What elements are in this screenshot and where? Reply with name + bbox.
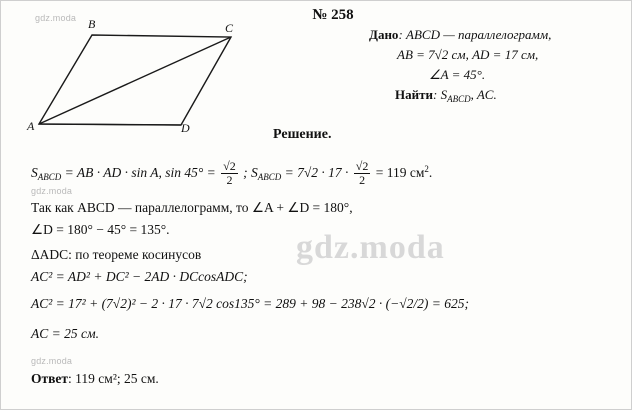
find-subscript: ABCD: [447, 94, 471, 104]
figure-label-b: B: [88, 17, 96, 31]
given-line-2: AB = 7√2 см, AD = 17 см,: [397, 47, 539, 62]
s1-part-e: = 119 см: [372, 165, 425, 181]
s1-part-d: = 7√2 · 17 ·: [281, 165, 352, 181]
figure-label-d: D: [181, 121, 190, 135]
watermark-small-mid-left: gdz.moda: [31, 186, 73, 196]
solution-title: Решение.: [273, 127, 332, 142]
watermark-large: gdz.moda: [296, 229, 445, 266]
find-tail: , AC.: [470, 87, 497, 102]
s1-part-c: ; S: [239, 165, 258, 181]
answer-line: [31, 371, 159, 387]
solution-line-5: AC² = AD² + DC² − 2AD · DCcosADC;: [31, 269, 248, 284]
solution-line-1: [31, 161, 432, 187]
solution-line-3: ∠D = 180° − 45° = 135°.: [31, 222, 170, 237]
given-label: Дано: [369, 27, 399, 42]
s1-part-f: .: [428, 165, 433, 181]
solution-line-7: AC = 25 см.: [31, 326, 99, 341]
s1-sub-a: ABCD: [37, 172, 62, 183]
s1-sub-c: ABCD: [257, 172, 282, 183]
watermark-small-top-left: gdz.moda: [35, 13, 77, 23]
answer-text: : 119 см²; 25 см.: [68, 371, 159, 386]
s1-frac1-num: √2: [223, 159, 236, 173]
diagonal-ac: [39, 37, 231, 124]
s1-frac2-num: √2: [355, 159, 369, 173]
given-line-3: ∠A = 45°.: [429, 67, 486, 82]
geometry-figure: [9, 19, 264, 139]
s1-part-b: = AB · AD · sin A, sin 45° =: [61, 165, 220, 181]
task-number: № 258: [312, 7, 354, 23]
fraction-sqrt2-over-2-first: [221, 160, 238, 186]
s1-frac2-den: 2: [359, 172, 366, 187]
parallelogram-svg: [9, 19, 264, 139]
fraction-sqrt2-over-2-second: [354, 160, 371, 186]
solution-line-2: Так как ABCD — параллелограмм, то ∠A + ∠D = 180°,: [31, 200, 353, 215]
figure-label-a: A: [27, 119, 35, 133]
given-line-1: [369, 25, 629, 45]
given-line-1-text: : ABCD — параллелограмм,: [398, 27, 552, 42]
find-label: Найти: [395, 87, 433, 102]
answer-label: Ответ: [31, 371, 69, 386]
given-block: [369, 25, 629, 109]
solution-line-6: AC² = 17² + (7√2)² − 2 · 17 · 7√2 cos135° = 289 + 98 − 238√2 · (−√2/2) = 625;: [31, 296, 470, 311]
watermark-small-bottom-left: gdz.moda: [31, 356, 73, 366]
solution-line-4: ΔADC: по теореме косинусов: [31, 247, 202, 262]
figure-label-c: C: [225, 21, 234, 35]
s1-frac1-den: 2: [226, 172, 233, 187]
find-text: : S: [432, 87, 448, 102]
s1-part-a: S: [31, 165, 38, 181]
given-line-4: [369, 85, 629, 109]
s1-sup-e: 2: [424, 164, 429, 175]
